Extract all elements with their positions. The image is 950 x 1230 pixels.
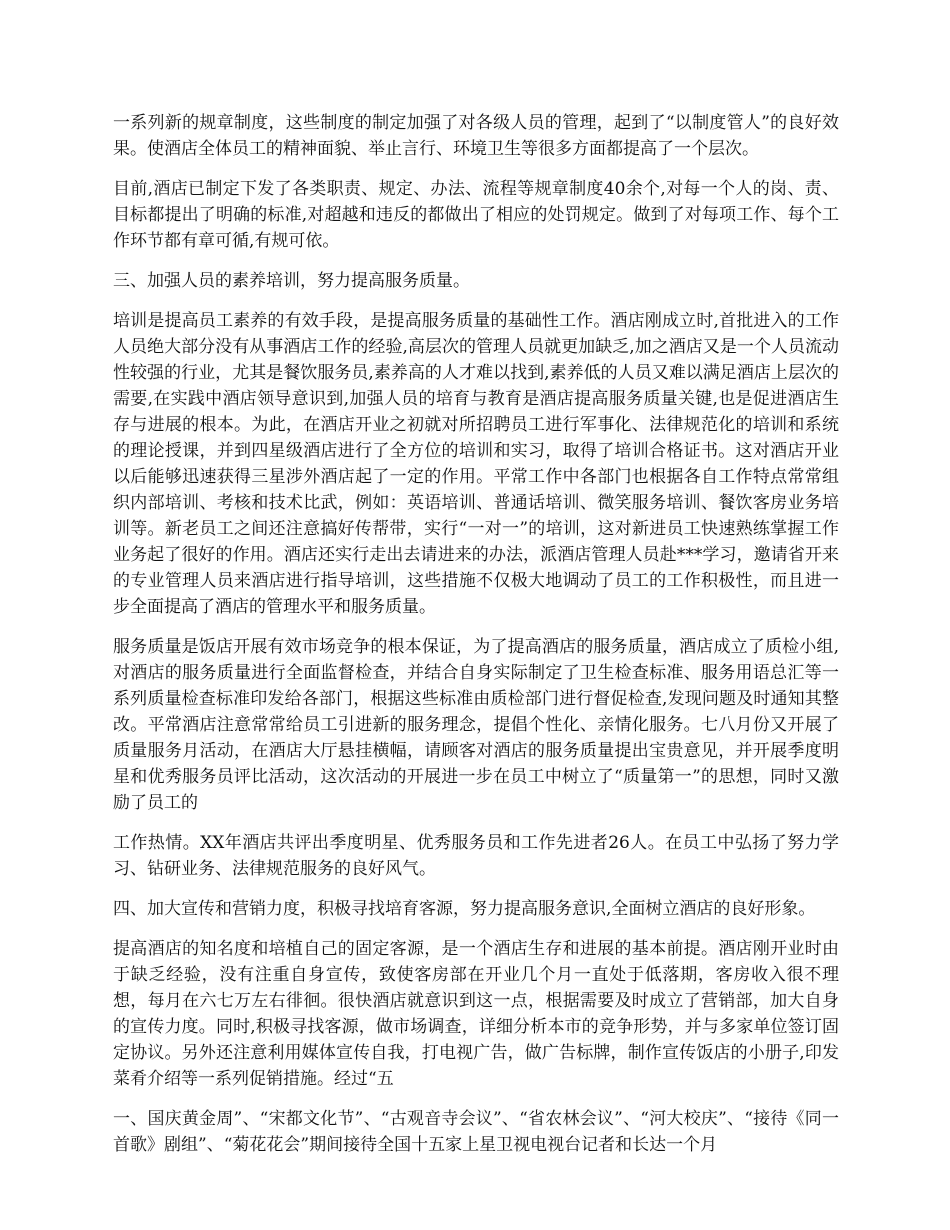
paragraph-regulations-effect: 一系列新的规章制度，这些制度的制定加强了对各级人员的管理，起到了“以制度管人”的良好效果。使酒店全体员工的精神面貌、举止言行、环境卫生等很多方面都提高了一个层次。 (113, 113, 839, 159)
paragraph-regulations-count: 目前,酒店已制定下发了各类职责、规定、办法、流程等规章制度40余个,对每一个人的岗、责、目标都提出了明确的标准,对超越和违反的都做出了相应的处罚规定。做到了对每项工作、每个工作环节都有章可循,有规可依。 (113, 179, 839, 251)
paragraph-events: 一、国庆黄金周”、“宋都文化节”、“古观音寺会议”、“省农林会议”、“河大校庆”、“接待《同一首歌》剧组”、“菊花花会”期间接待全国十五家上星卫视电视台记者和长达一个月 (113, 1109, 839, 1155)
section-heading-training: 三、加强人员的素养培训，努力提高服务质量。 (113, 271, 470, 291)
section-heading-marketing: 四、加大宣传和营销力度，积极寻找培育客源，努力提高服务意识,全面树立酒店的良好形象。 (113, 899, 816, 919)
paragraph-training: 培训是提高员工素养的有效手段，是提高服务质量的基础性工作。酒店刚成立时,首批进入的工作人员绝大部分没有从事酒店工作的经验,高层次的管理人员就更加缺乏,加之酒店又是一个人员流动性较强的行业，尤其是餐饮服务员,素养高的人才难以找到,素养低的人员又难以满足酒店上层次的需要,在实践中酒店领导意识到,加强人员的培育与教育是酒店提高服务质量关键,也是促进酒店生存与进展的根本。为此，在酒店开业之初就对所招聘员工进行军事化、法律规范化的培训和系统的理论授课，并到四星级酒店进行了全方位的培训和实习，取得了培训合格证书。这对酒店开业以后能够迅速获得三星涉外酒店起了一定的作用。平常工作中各部门也根据各自工作特点常常组织内部培训、考核和技术比武，例如：英语培训、普通话培训、微笑服务培训、餐饮客房业务培训等。新老员工之间还注意搞好传帮带，实行“一对一”的培训，这对新进员工快速熟练掌握工作业务起了很好的作用。酒店还实行走出去请进来的办法，派酒店管理人员赴***学习，邀请省开来的专业管理人员来酒店进行指导培训，这些措施不仅极大地调动了员工的工作积极性，而且进一步全面提高了酒店的管理水平和服务质量。 (113, 311, 839, 617)
document-body (113, 110, 839, 1158)
paragraph-service-quality: 服务质量是饭店开展有效市场竞争的根本保证，为了提高酒店的服务质量，酒店成立了质检小组,对酒店的服务质量进行全面监督检查，并结合自身实际制定了卫生检查标准、服务用语总汇等一系列质量检查标准印发给各部门，根据这些标准由质检部门进行督促检查,发现问题及时通知其整改。平常酒店注意常常给员工引进新的服务理念，提倡个性化、亲情化服务。七八月份又开展了质量服务月活动，在酒店大厅悬挂横幅，请顾客对酒店的服务质量提出宝贵意见，并开展季度明星和优秀服务员评比活动，这次活动的开展进一步在员工中树立了“质量第一”的思想，同时又激励了员工的 (113, 637, 839, 813)
paragraph-work-enthusiasm: 工作热情。XX年酒店共评出季度明星、优秀服务员和工作先进者26人。在员工中弘扬了努力学习、钻研业务、法律规范服务的良好风气。 (113, 833, 839, 879)
paragraph-marketing: 提高酒店的知名度和培植自己的固定客源，是一个酒店生存和进展的基本前提。酒店刚开业时由于缺乏经验，没有注重自身宣传，致使客房部在开业几个月一直处于低落期，客房收入很不理想，每月在六七万左右徘徊。很快酒店就意识到这一点，根据需要及时成立了营销部，加大自身的宣传力度。同时,积极寻找客源，做市场调查，详细分析本市的竞争形势，并与多家单位签订固定协议。另外还注意利用媒体宣传自我，打电视广告，做广告标牌，制作宣传饭店的小册子,印发菜肴介绍等一系列促销措施。经过“五 (113, 939, 839, 1089)
